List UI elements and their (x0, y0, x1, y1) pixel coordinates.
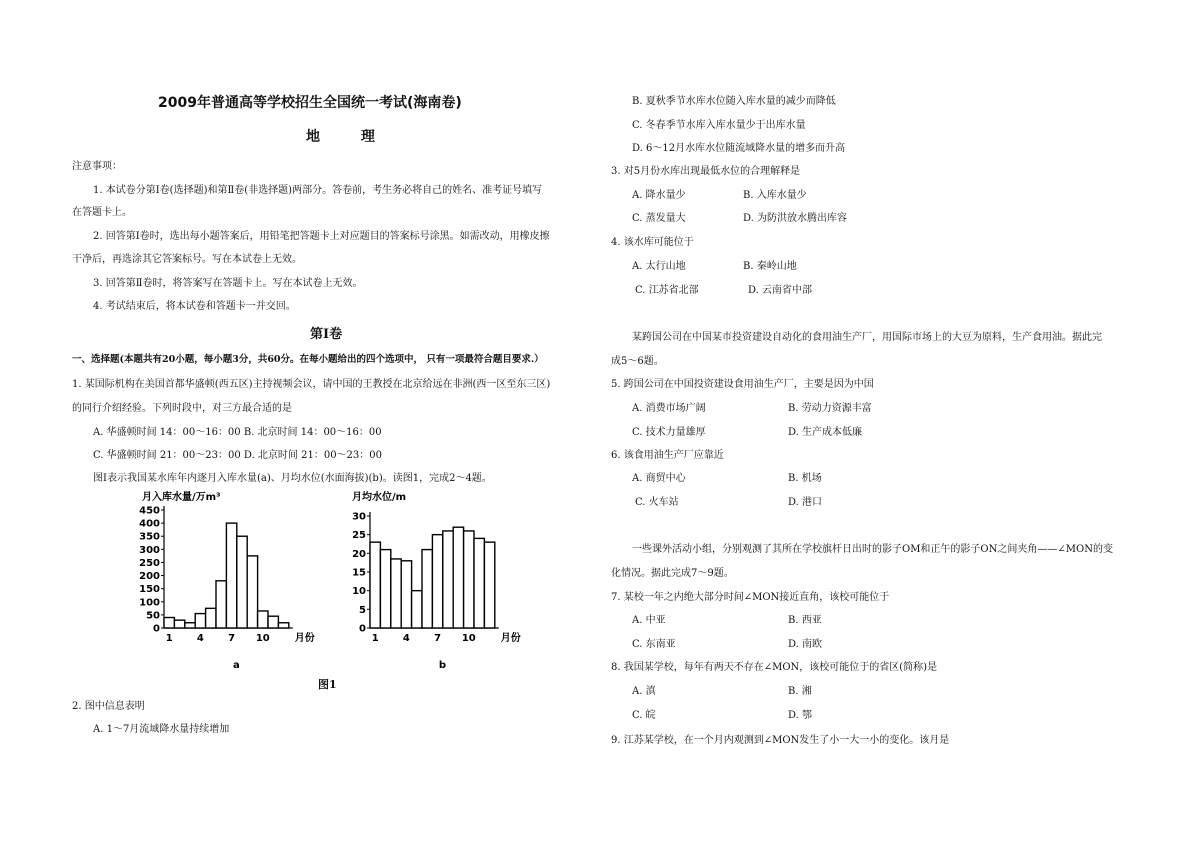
notice-line: 3. 回答第Ⅱ卷时，将答案写在答题卡上。写在本试卷上无效。 (93, 278, 363, 289)
bar (226, 523, 236, 628)
chart-a-inflow (139, 488, 315, 678)
q8-option-a: A. 滇 (632, 686, 656, 697)
q3-option-a: A. 降水量少 (632, 190, 686, 201)
bar (258, 611, 268, 628)
bar (474, 538, 484, 628)
bar (268, 616, 278, 628)
passage-5-6: 成5～6题。 (611, 356, 664, 367)
q3-option-d: D. 为防洪放水腾出库容 (743, 213, 848, 224)
y-tick-label: 300 (139, 544, 160, 556)
q9-stem: 9. 江苏某学校，在一个月内观测到∠MON发生了小一大一小的变化。该月是 (611, 735, 950, 746)
q6-stem: 6. 该食用油生产厂应靠近 (611, 450, 724, 461)
q1-stem: 1. 某国际机构在美国首都华盛顿(西五区)主持视频会议，请中国的王教授在北京给远在非洲(西一区至东三区) (72, 379, 551, 390)
chart-title: 月入库水量/万m³ (142, 492, 221, 503)
passage-7-9: 化情况。据此完成7～9题。 (611, 568, 734, 579)
figure-intro: 图Ⅰ表示我国某水库年内逐月入库水量(a)、月均水位(水面海拔)(b)。读图1，完成2～4题。 (93, 473, 492, 484)
notice-line: 在答题卡上。 (72, 207, 132, 218)
y-tick-label: 20 (352, 548, 366, 560)
q2-option-c: C. 冬春季节水库入库水量少于出库水量 (632, 120, 806, 131)
chart-title: 月均水位/m (352, 492, 407, 503)
q1-stem: 的同行介绍经验。下列时段中，对三方最合适的是 (72, 403, 292, 414)
y-tick-label: 5 (359, 604, 366, 616)
y-tick-label: 25 (352, 530, 366, 542)
notice-heading: 注意事项： (72, 161, 122, 172)
q7-option-d: D. 南欧 (788, 639, 823, 650)
notice-line: 1. 本试卷分第Ⅰ卷(选择题)和第Ⅱ卷(非选择题)两部分。答卷前，考生务必将自己的姓名、准考证号填写 (93, 185, 543, 196)
x-axis-label: 月份 (294, 633, 315, 644)
q6-option-d: D. 港口 (788, 497, 823, 508)
bar (237, 536, 247, 628)
q2-option-d: D. 6～12月水库水位随流域降水量的增多而升高 (632, 143, 846, 154)
bar (164, 618, 174, 628)
q8-stem: 8. 我国某学校，每年有两天不存在∠MON，该校可能位于的省区(简称)是 (611, 662, 938, 673)
bar (464, 531, 474, 628)
q2-option-a: A. 1～7月流域降水量持续增加 (93, 724, 230, 735)
q7-option-b: B. 西亚 (788, 615, 822, 626)
bar (195, 614, 205, 628)
x-axis-label: 月份 (500, 633, 521, 644)
q4-option-a: A. 太行山地 (632, 261, 686, 272)
q1-options: A. 华盛顿时间 14：00～16：00 B. 北京时间 14：00～16：00 (93, 427, 382, 438)
x-tick-label: 4 (402, 633, 410, 644)
q3-stem: 3. 对5月份水库出现最低水位的合理解释是 (611, 166, 801, 177)
panel-label: a (233, 660, 240, 671)
q4-option-c: C. 江苏省北部 (635, 285, 699, 296)
y-tick-label: 350 (139, 531, 160, 543)
q4-option-b: B. 秦岭山地 (743, 261, 797, 272)
bar (174, 620, 184, 628)
bar (422, 550, 432, 628)
y-tick-label: 15 (352, 567, 366, 579)
q7-stem: 7. 某校一年之内绝大部分时间∠MON接近直角，该校可能位于 (611, 592, 890, 603)
q5-option-b: B. 劳动力资源丰富 (788, 403, 872, 414)
x-tick-label: 1 (165, 633, 173, 644)
y-tick-label: 0 (359, 623, 366, 635)
passage-7-9: 一些课外活动小组，分别观测了其所在学校旗杆日出时的影子OM和正午的影子ON之间夹角——∠MON的变 (632, 544, 1113, 555)
exam-title: 2009年普通高等学校招生全国统一考试(海南卷) (158, 95, 462, 111)
q7-option-a: A. 中亚 (632, 615, 666, 626)
section-heading: 一、选择题(本题共有20小题，每小题3分，共60分。在每小题给出的四个选项中， 只有一项最符合题目要求.） (72, 354, 544, 365)
q7-option-c: C. 东南亚 (632, 639, 676, 650)
x-tick-label: 7 (228, 633, 236, 644)
q4-stem: 4. 该水库可能位于 (611, 237, 694, 248)
subject-title: 地 理 (306, 129, 393, 145)
panel-label: b (438, 660, 446, 671)
bar (391, 559, 401, 628)
y-tick-label: 400 (139, 518, 160, 530)
q8-option-b: B. 湘 (788, 686, 812, 697)
x-tick-label: 1 (371, 633, 379, 644)
x-tick-label: 7 (434, 633, 442, 644)
bar (443, 531, 453, 628)
q5-option-d: D. 生产成本低廉 (788, 427, 863, 438)
x-tick-label: 4 (196, 633, 204, 644)
q8-option-c: C. 皖 (632, 710, 656, 721)
bar (370, 542, 380, 628)
x-tick-label: 10 (255, 633, 270, 644)
bar (247, 556, 257, 628)
q3-option-c: C. 蒸发量大 (632, 213, 686, 224)
y-tick-label: 50 (146, 610, 160, 622)
bar (216, 581, 226, 628)
passage-5-6: 某跨国公司在中国某市投资建设自动化的食用油生产厂，用国际市场上的大豆为原料，生产食用油。据此完 (632, 332, 1102, 343)
bar (484, 542, 494, 628)
bar (185, 623, 195, 628)
figure-caption: 图1 (318, 678, 337, 691)
bar (380, 550, 390, 628)
bar (453, 527, 463, 628)
y-tick-label: 250 (139, 557, 160, 569)
q5-stem: 5. 跨国公司在中国投资建设食用油生产厂，主要是因为中国 (611, 379, 874, 390)
q1-options: C. 华盛顿时间 21：00～23：00 D. 北京时间 21：00～23：00 (93, 450, 383, 461)
y-tick-label: 450 (139, 505, 160, 517)
x-tick-label: 10 (461, 633, 476, 644)
q8-option-d: D. 鄂 (788, 710, 813, 721)
y-tick-label: 200 (139, 571, 160, 583)
notice-line: 干净后，再选涂其它答案标号。写在本试卷上无效。 (72, 254, 302, 265)
notice-line: 4. 考试结束后，将本试卷和答题卡一并交回。 (93, 301, 296, 312)
bar (401, 561, 411, 628)
q2-option-b: B. 夏秋季节水库水位随入库水量的减少而降低 (632, 96, 836, 107)
chart-b-water-level (350, 488, 520, 678)
q5-option-a: A. 消费市场广阔 (632, 403, 706, 414)
bar (206, 608, 216, 628)
q4-option-d: D. 云南省中部 (748, 285, 813, 296)
bar (412, 591, 422, 628)
q6-option-c: C. 火车站 (635, 497, 679, 508)
bar (432, 535, 442, 628)
volume-title: 第Ⅰ卷 (310, 327, 343, 342)
y-tick-label: 0 (153, 623, 160, 635)
q3-option-b: B. 入库水量少 (743, 190, 807, 201)
q2-stem: 2. 图中信息表明 (72, 701, 145, 712)
q6-option-b: B. 机场 (788, 473, 822, 484)
q6-option-a: A. 商贸中心 (632, 473, 686, 484)
notice-line: 2. 回答第Ⅰ卷时，选出每小题答案后，用铅笔把答题卡上对应题目的答案标号涂黑。如需改动，用橡皮擦 (93, 231, 550, 242)
y-tick-label: 30 (352, 511, 366, 523)
bar (278, 623, 288, 628)
y-tick-label: 100 (139, 597, 160, 609)
q5-option-c: C. 技术力量雄厚 (632, 427, 706, 438)
y-tick-label: 150 (139, 584, 160, 596)
y-tick-label: 10 (352, 586, 366, 598)
